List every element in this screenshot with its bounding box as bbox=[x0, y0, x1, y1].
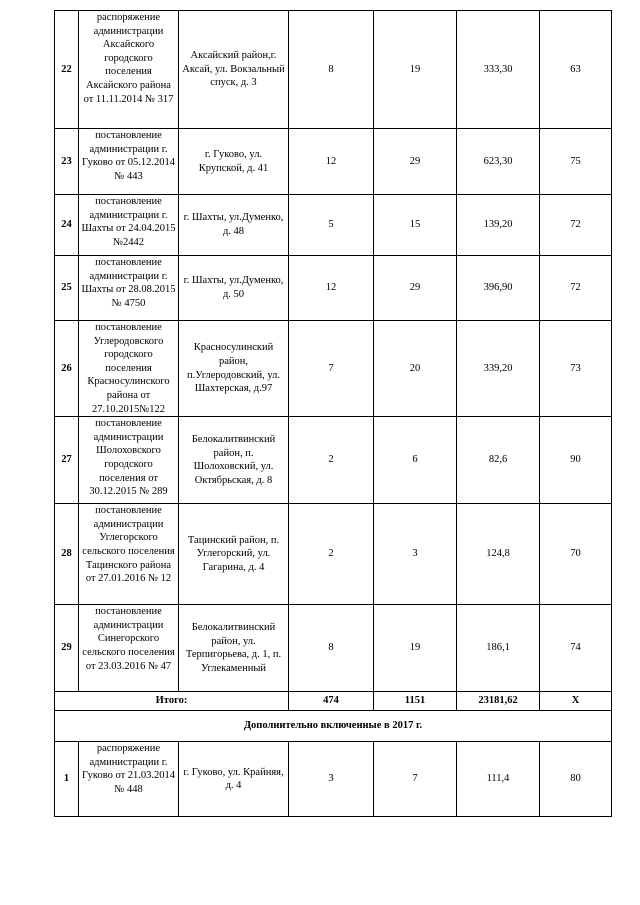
area-cell: 186,1 bbox=[457, 605, 540, 692]
table-row bbox=[55, 321, 612, 417]
total-row bbox=[55, 692, 612, 711]
count-2-cell: 19 bbox=[374, 605, 457, 692]
total-count-2: 1151 bbox=[374, 692, 457, 711]
housing-table bbox=[54, 10, 612, 817]
count-2-cell: 7 bbox=[374, 742, 457, 817]
area-cell: 333,30 bbox=[457, 11, 540, 129]
count-2-cell: 29 bbox=[374, 256, 457, 321]
percent-cell: 72 bbox=[540, 195, 612, 256]
row-number: 29 bbox=[55, 605, 79, 692]
document-cell: распоряжение администрации Аксайского городского поселения Аксайского района от 11.11.2014 № 317 bbox=[79, 11, 179, 129]
address-cell: Белокалитвинский район, ул. Терпигорьева, д. 1, п. Углекаменный bbox=[179, 605, 289, 692]
count-1-cell: 7 bbox=[289, 321, 374, 417]
percent-cell: 70 bbox=[540, 504, 612, 605]
address-cell: г. Гуково, ул. Крупской, д. 41 bbox=[179, 129, 289, 195]
count-2-cell: 3 bbox=[374, 504, 457, 605]
table-row bbox=[55, 195, 612, 256]
count-1-cell: 8 bbox=[289, 605, 374, 692]
table-row bbox=[55, 129, 612, 195]
document-cell: постановление администрации г. Гуково от 05.12.2014 № 443 bbox=[79, 129, 179, 195]
count-1-cell: 12 bbox=[289, 256, 374, 321]
total-label: Итого: bbox=[55, 692, 289, 711]
percent-cell: 72 bbox=[540, 256, 612, 321]
count-1-cell: 2 bbox=[289, 504, 374, 605]
document-cell: постановление Углеродовского городского поселения Красносулинского района от 27.10.2015№122 bbox=[79, 321, 179, 417]
document-cell: постановление администрации Синегорского сельского поселения от 23.03.2016 № 47 bbox=[79, 605, 179, 692]
count-1-cell: 8 bbox=[289, 11, 374, 129]
percent-cell: 90 bbox=[540, 417, 612, 504]
row-number: 26 bbox=[55, 321, 79, 417]
section-title: Дополнительно включенные в 2017 г. bbox=[55, 711, 612, 742]
address-cell: г. Шахты, ул.Думенко, д. 48 bbox=[179, 195, 289, 256]
document-cell: распоряжение администрации г. Гуково от 21.03.2014 № 448 bbox=[79, 742, 179, 817]
row-number: 25 bbox=[55, 256, 79, 321]
count-1-cell: 2 bbox=[289, 417, 374, 504]
address-cell: Красносулинский район, п.Углеродовский, ул. Шахтерская, д.97 bbox=[179, 321, 289, 417]
table-row bbox=[55, 11, 612, 129]
total-count-1: 474 bbox=[289, 692, 374, 711]
count-1-cell: 5 bbox=[289, 195, 374, 256]
count-2-cell: 20 bbox=[374, 321, 457, 417]
document-cell: постановление администрации Углегорского сельского поселения Тацинского района от 27.01.2016 № 12 bbox=[79, 504, 179, 605]
row-number: 27 bbox=[55, 417, 79, 504]
area-cell: 396,90 bbox=[457, 256, 540, 321]
area-cell: 139,20 bbox=[457, 195, 540, 256]
address-cell: г. Шахты, ул.Думенко, д. 50 bbox=[179, 256, 289, 321]
percent-cell: 63 bbox=[540, 11, 612, 129]
count-2-cell: 19 bbox=[374, 11, 457, 129]
percent-cell: 75 bbox=[540, 129, 612, 195]
area-cell: 339,20 bbox=[457, 321, 540, 417]
table-row bbox=[55, 605, 612, 692]
total-area: 23181,62 bbox=[457, 692, 540, 711]
address-cell: Тацинский район, п. Углегорский, ул. Гагарина, д. 4 bbox=[179, 504, 289, 605]
document-cell: постановление администрации г. Шахты от 24.04.2015 №2442 bbox=[79, 195, 179, 256]
percent-cell: 74 bbox=[540, 605, 612, 692]
row-number: 23 bbox=[55, 129, 79, 195]
count-2-cell: 29 bbox=[374, 129, 457, 195]
table-row bbox=[55, 417, 612, 504]
address-cell: Аксайский район,г. Аксай, ул. Вокзальный спуск, д. 3 bbox=[179, 11, 289, 129]
row-number: 28 bbox=[55, 504, 79, 605]
area-cell: 623,30 bbox=[457, 129, 540, 195]
area-cell: 82,6 bbox=[457, 417, 540, 504]
count-2-cell: 6 bbox=[374, 417, 457, 504]
percent-cell: 80 bbox=[540, 742, 612, 817]
count-2-cell: 15 bbox=[374, 195, 457, 256]
count-1-cell: 12 bbox=[289, 129, 374, 195]
table-row bbox=[55, 504, 612, 605]
row-number: 22 bbox=[55, 11, 79, 129]
count-1-cell: 3 bbox=[289, 742, 374, 817]
section-header-row bbox=[55, 711, 612, 742]
address-cell: Белокалитвинский район, п. Шолоховский, ул. Октябрьская, д. 8 bbox=[179, 417, 289, 504]
document-cell: постановление администрации г. Шахты от 28.08.2015 № 4750 bbox=[79, 256, 179, 321]
table-row bbox=[55, 742, 612, 817]
row-number: 24 bbox=[55, 195, 79, 256]
table-row bbox=[55, 256, 612, 321]
document-cell: постановление администрации Шолоховского городского поселения от 30.12.2015 № 289 bbox=[79, 417, 179, 504]
area-cell: 111,4 bbox=[457, 742, 540, 817]
address-cell: г. Гуково, ул. Крайняя, д. 4 bbox=[179, 742, 289, 817]
area-cell: 124,8 bbox=[457, 504, 540, 605]
row-number: 1 bbox=[55, 742, 79, 817]
total-percent: Х bbox=[540, 692, 612, 711]
percent-cell: 73 bbox=[540, 321, 612, 417]
